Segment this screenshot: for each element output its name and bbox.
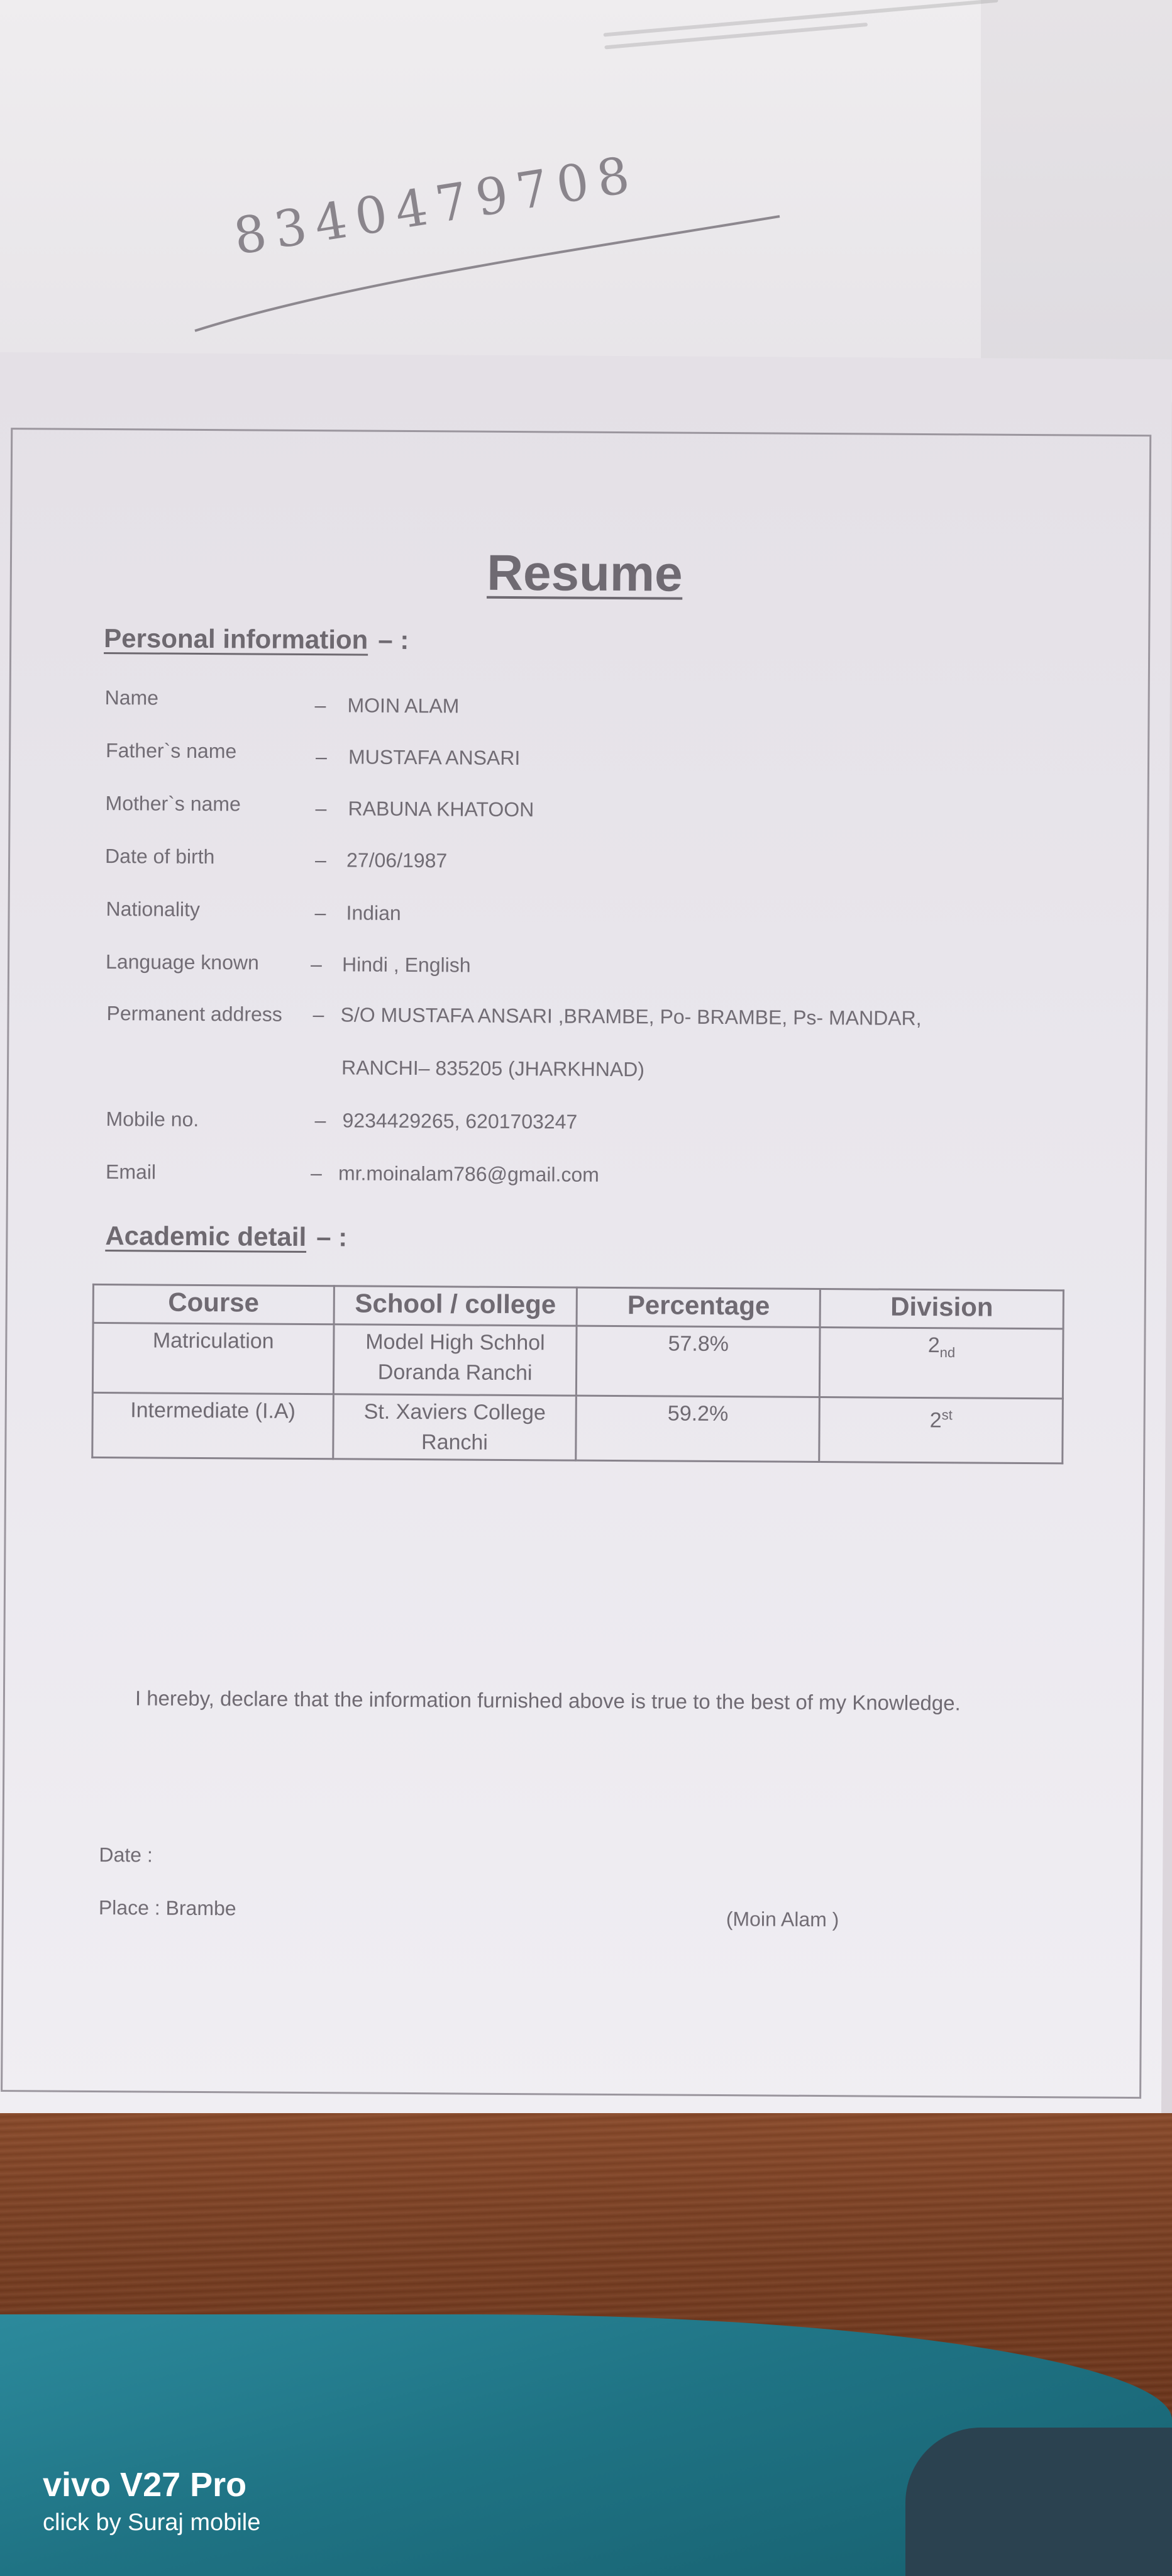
table-header-row [93, 1284, 1063, 1328]
column-header: School / college [334, 1286, 577, 1326]
field-label: Nationality [106, 897, 201, 921]
page-border [1, 428, 1151, 2099]
signature-name: (Moin Alam ) [726, 1907, 839, 1931]
field-label: Date of birth [104, 845, 215, 869]
field-value: MOIN ALAM [347, 694, 460, 718]
field-value: Indian [346, 901, 401, 924]
field-value: S/O MUSTAFA ANSARI ,BRAMBE, Po- BRAMBE, Ps- MANDAR, [340, 1003, 922, 1030]
cell-school: St. Xaviers College Ranchi [333, 1394, 576, 1460]
camera-watermark-brand: vivo V27 Pro [43, 2466, 247, 2504]
field-value-line2: RANCHI– 835205 (JHARKHNAD) [341, 1056, 645, 1081]
declaration-text: I hereby, declare that the information furnished above is true to the best of my Knowledge. [135, 1686, 961, 1715]
field-value: RABUNA KHATOON [348, 797, 534, 821]
field-label: Father`s name [106, 739, 237, 763]
column-header: Division [820, 1289, 1063, 1328]
field-value: MUSTAFA ANSARI [348, 745, 521, 770]
field-value: mr.moinalam786@gmail.com [338, 1162, 599, 1186]
background-paper-edge [981, 0, 1172, 390]
camera-watermark-credit: click by Suraj mobile [43, 2509, 261, 2536]
cell-school: Model High Schhol Doranda Ranchi [333, 1324, 577, 1396]
field-label: Email [105, 1160, 157, 1184]
field-value: Hindi , English [341, 953, 471, 977]
field-label: Name [104, 686, 159, 709]
cell-division: 2st [819, 1397, 1063, 1463]
academic-table [91, 1284, 1064, 1464]
date-label: Date : [99, 1843, 153, 1867]
handwritten-phone-number: 8340479708 [229, 144, 642, 266]
cell-percentage: 59.2% [576, 1396, 819, 1462]
field-value: 9234429265, 6201703247 [342, 1109, 578, 1133]
resume-sheet: Resume Personal information – : Name – MOIN ALAM Father`s name – MUSTAFA ANSARI Mother`s name – RABUNA KHATOON Date of birth – 27/06/1987 Nationality – Indian Language known – Hindi , English Permanent address – S/O MUSTAFA ANSARI ,BRAMBE, Po- BRAMBE, Ps- MANDAR, RANCHI– 835205 (JHARKHNAD) Mobile no. – 9234429265, 6201703247 Email – mr.moinalam786@gmail.com Academic detail – : Course School / college Percentage Division Matriculation Model High Schhol Doranda Ranchi 57.8% $2_{nd}$ Intermediate (I.A) St. Xaviers College Ranchi 59.2% 2st I hereby, declare that the information furnished above is true to the best of my Knowledge. Date : Place : Brambe (Moin Alam ) [0, 352, 1172, 2151]
cell-division: $2_{nd}$ [820, 1327, 1063, 1398]
column-header: Course [93, 1284, 334, 1324]
cell-percentage: 57.8% [577, 1326, 820, 1397]
academic-detail-heading: Academic detail – : [105, 1221, 348, 1252]
dark-cloth-corner [905, 2428, 1172, 2576]
cell-course: Intermediate (I.A) [92, 1392, 333, 1458]
resume-title: Resume [486, 544, 683, 602]
column-header: Percentage [577, 1287, 821, 1327]
field-label: Mother`s name [105, 792, 241, 816]
field-label: Mobile no. [106, 1108, 199, 1131]
personal-info-heading: Personal information – : [104, 623, 409, 655]
table-row [92, 1323, 1063, 1398]
place-label: Place : Brambe [98, 1896, 236, 1920]
field-label: Language known [105, 950, 259, 974]
cell-course: Matriculation [92, 1323, 333, 1394]
field-label: Permanent address [106, 1002, 282, 1026]
table-row [92, 1392, 1063, 1463]
field-value: 27/06/1987 [346, 848, 448, 872]
